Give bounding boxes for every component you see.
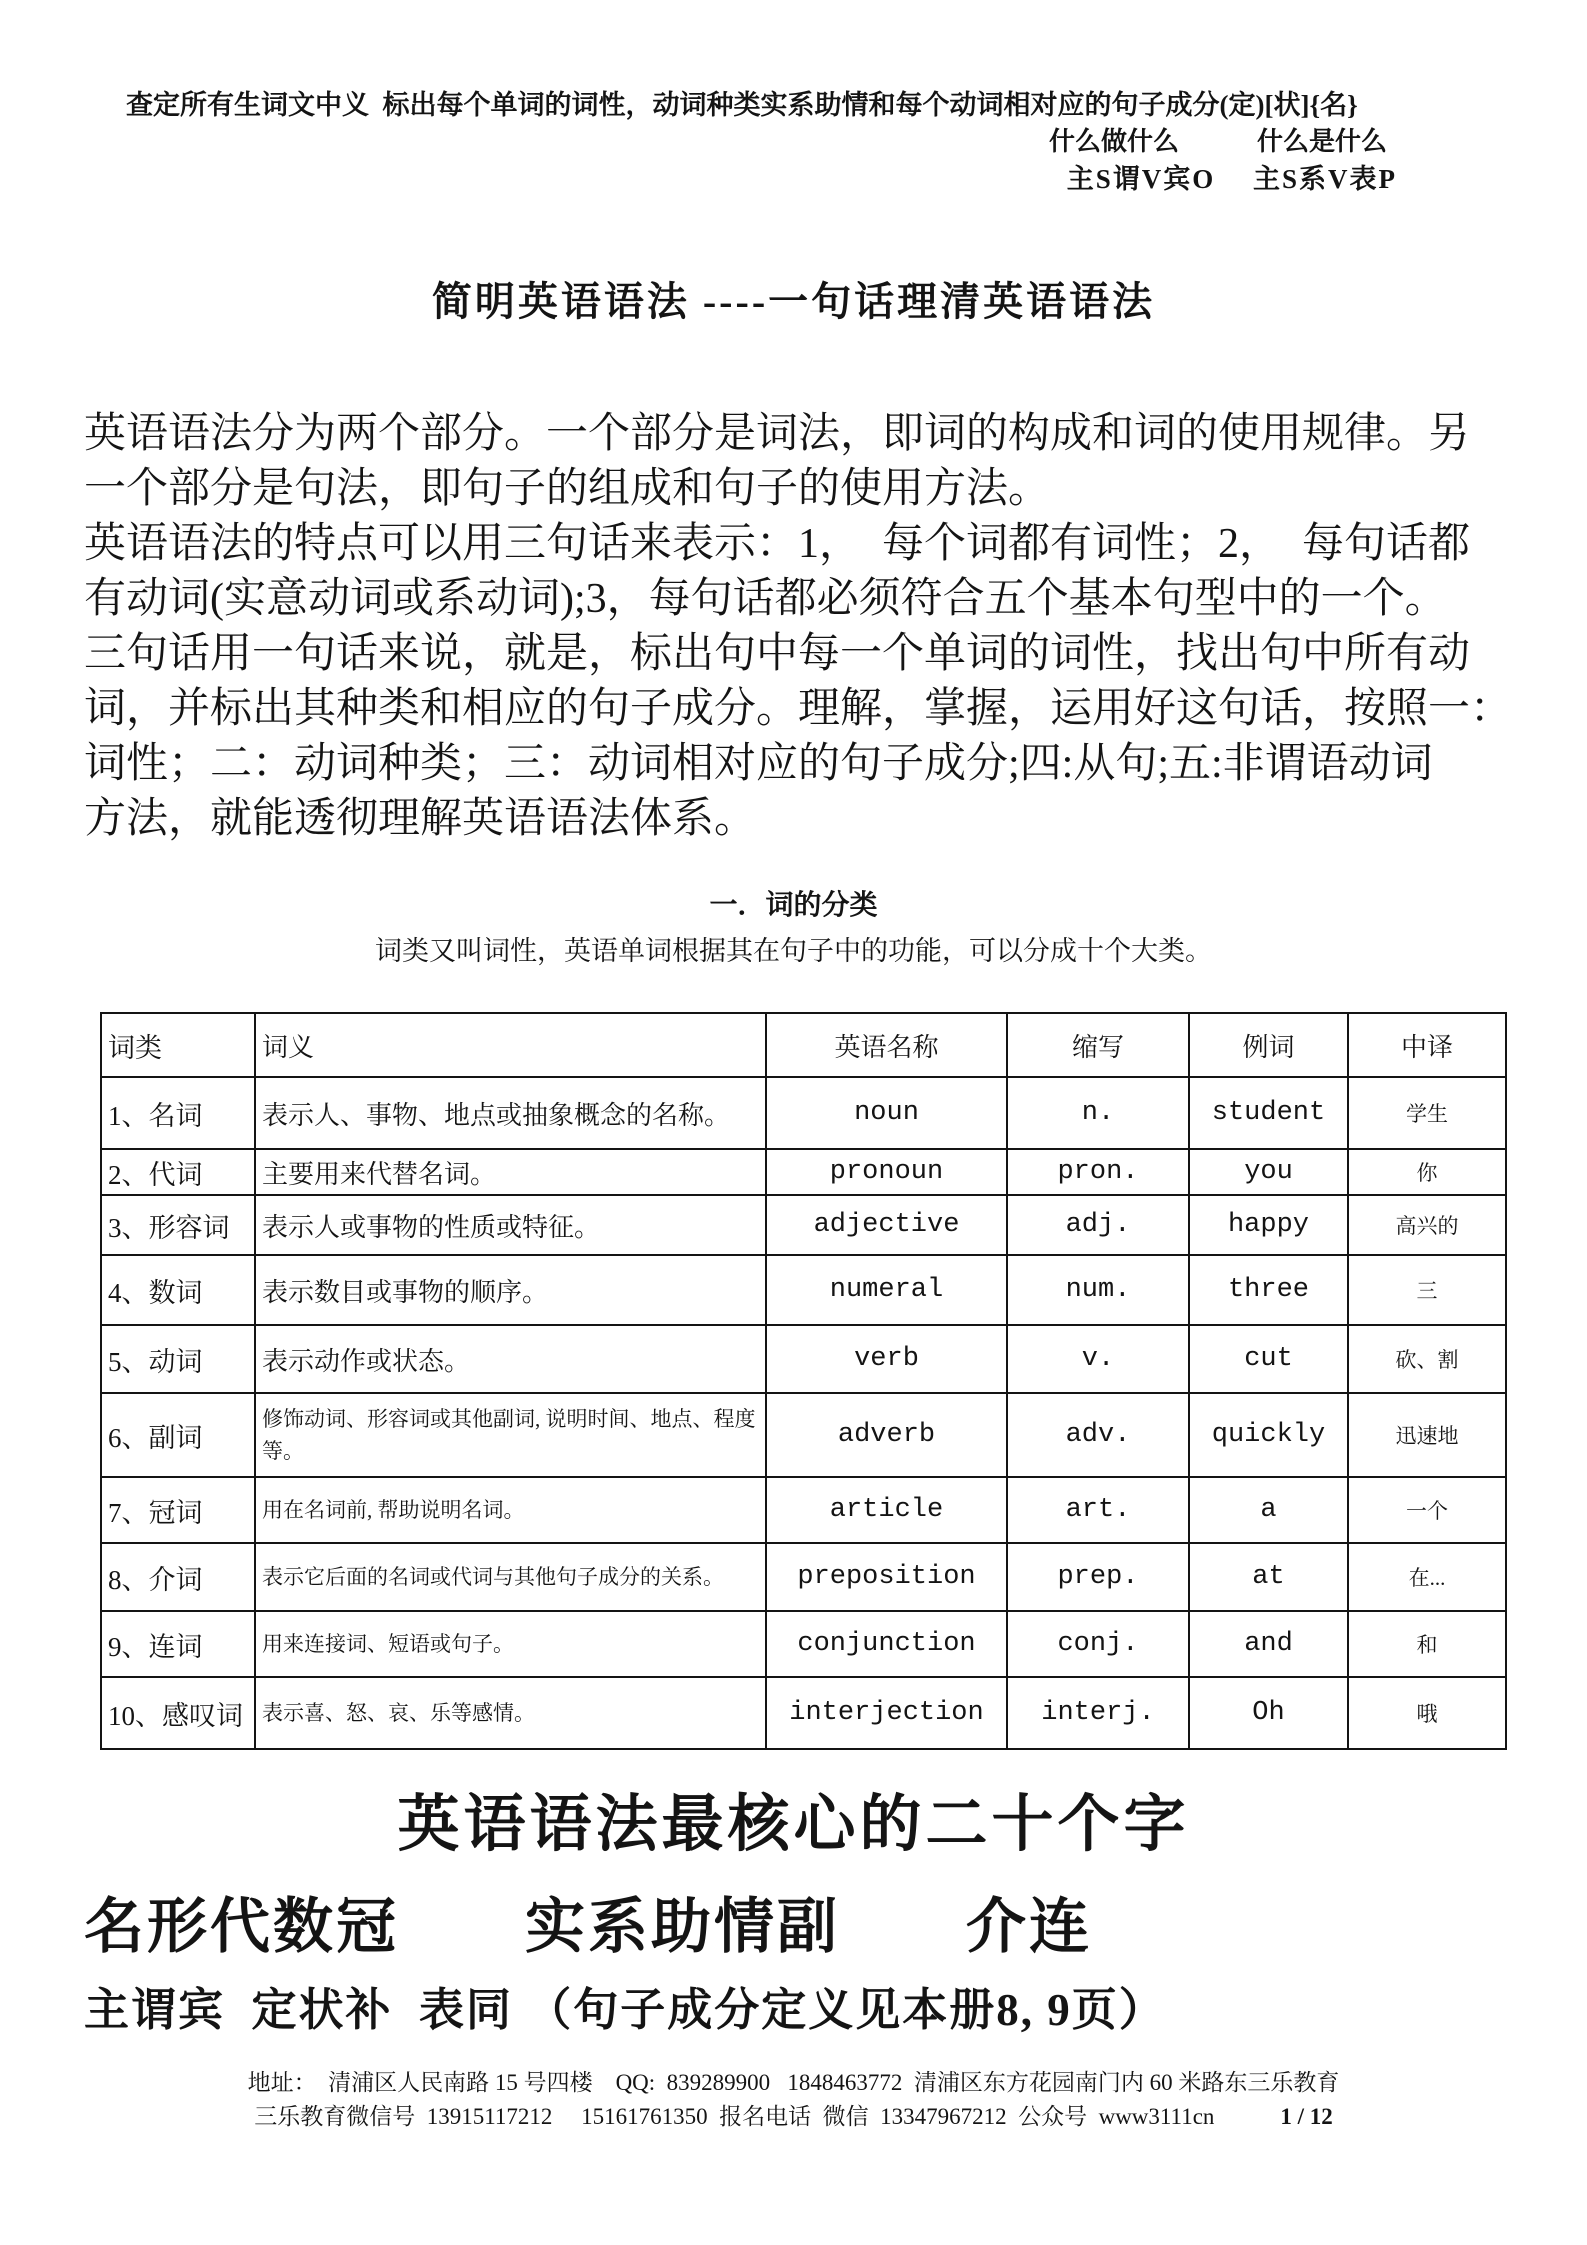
cell-example: quickly [1189, 1393, 1348, 1477]
cell-english-name: verb [766, 1325, 1007, 1393]
table-row-conjunction [101, 1611, 1506, 1677]
intro-line: 三句话用一句话来说，就是，标出句中每一个单词的词性，找出句中所有动 [84, 631, 1471, 677]
cell-abbreviation: pron. [1007, 1149, 1189, 1195]
cell-example: and [1189, 1611, 1348, 1677]
cell-translation: 在... [1348, 1543, 1506, 1611]
cell-translation: 和 [1348, 1611, 1506, 1677]
table-row-numeral [101, 1255, 1506, 1325]
cell-meaning: 表示人、事物、地点或抽象概念的名称。 [255, 1077, 766, 1149]
cell-english-name: numeral [766, 1255, 1007, 1325]
cell-example: you [1189, 1149, 1348, 1195]
intro-line: 英语语法的特点可以用三句话来表示：1， 每个词都有词性；2， 每句话都 [84, 521, 1471, 567]
cell-example: a [1189, 1477, 1348, 1543]
cell-abbreviation: adv. [1007, 1393, 1189, 1477]
cell-translation: 迅速地 [1348, 1393, 1506, 1477]
core-twenty-heading: 英语语法最核心的二十个字 [397, 1791, 1190, 1859]
annotation-line1: 查定所有生词文中义 标出每个单词的词性，动词种类实系助情和每个动词相对应的句子成分(定)[状]{名} [126, 90, 1358, 120]
cell-word-class: 7、冠词 [101, 1477, 255, 1543]
column-header-english-name: 英语名称 [766, 1013, 1007, 1077]
section-heading: 一．词的分类 [709, 890, 878, 921]
footer-address-line: 地址： 清浦区人民南路 15 号四楼 QQ: 839289900 1848463772 清浦区东方花园南门内 60 米路东三乐教育 [247, 2070, 1340, 2095]
cell-abbreviation: num. [1007, 1255, 1189, 1325]
table-row-interjection [101, 1677, 1506, 1749]
column-header-translation: 中译 [1348, 1013, 1506, 1077]
cell-translation: 三 [1348, 1255, 1506, 1325]
core-twenty-line2: 主谓宾 定状补 表同 （句子成分定义见本册8, 9页） [84, 1985, 1166, 2035]
column-header-meaning: 词义 [255, 1013, 766, 1077]
cell-meaning: 表示动作或状态。 [255, 1325, 766, 1393]
cell-example: happy [1189, 1195, 1348, 1255]
cell-abbreviation: n. [1007, 1077, 1189, 1149]
cell-english-name: adverb [766, 1393, 1007, 1477]
cell-translation: 砍、割 [1348, 1325, 1506, 1393]
intro-line: 英语语法分为两个部分。一个部分是词法，即词的构成和词的使用规律。另 [84, 411, 1471, 457]
cell-abbreviation: conj. [1007, 1611, 1189, 1677]
cell-example: at [1189, 1543, 1348, 1611]
column-header-word-class: 词类 [101, 1013, 255, 1077]
cell-word-class: 1、名词 [101, 1077, 255, 1149]
cell-abbreviation: interj. [1007, 1677, 1189, 1749]
table-row-preposition [101, 1543, 1506, 1611]
cell-meaning: 用在名词前, 帮助说明名词。 [255, 1477, 766, 1543]
cell-meaning: 表示喜、怒、哀、乐等感情。 [255, 1677, 766, 1749]
cell-example: three [1189, 1255, 1348, 1325]
intro-paragraphs [84, 407, 1517, 847]
cell-translation: 学生 [1348, 1077, 1506, 1149]
cell-english-name: article [766, 1477, 1007, 1543]
cell-example: cut [1189, 1325, 1348, 1393]
page-footer [0, 2066, 1587, 2134]
cell-english-name: preposition [766, 1543, 1007, 1611]
intro-line: 词，并标出其种类和相应的句子成分。理解，掌握，运用好这句话，按照一： [84, 686, 1513, 732]
cell-english-name: pronoun [766, 1149, 1007, 1195]
cell-meaning: 表示人或事物的性质或特征。 [255, 1195, 766, 1255]
annotation-line2: 什么做什么 什么是什么 [1048, 127, 1387, 156]
cell-word-class: 9、连词 [101, 1611, 255, 1677]
intro-line: 有动词(实意动词或系动词);3，每句话都必须符合五个基本句型中的一个。 [84, 576, 1447, 622]
cell-translation: 哦 [1348, 1677, 1506, 1749]
cell-word-class: 2、代词 [101, 1149, 255, 1195]
page-number: 1 / 12 [1280, 2104, 1333, 2129]
word-class-table [100, 1012, 1507, 1750]
cell-example: student [1189, 1077, 1348, 1149]
table-row-article [101, 1477, 1506, 1543]
cell-abbreviation: art. [1007, 1477, 1189, 1543]
cell-word-class: 10、感叹词 [101, 1677, 255, 1749]
cell-word-class: 5、动词 [101, 1325, 255, 1393]
table-row-verb [101, 1325, 1506, 1393]
column-header-example: 例词 [1189, 1013, 1348, 1077]
cell-translation: 高兴的 [1348, 1195, 1506, 1255]
cell-english-name: interjection [766, 1677, 1007, 1749]
column-header-abbreviation: 缩写 [1007, 1013, 1189, 1077]
footer-contact-line: 三乐教育微信号 13915117212 15161761350 报名电话 微信 13347967212 公众号 www3111cn [254, 2104, 1215, 2129]
intro-line: 一个部分是句法，即句子的组成和句子的使用方法。 [84, 466, 1051, 512]
table-row-adjective [101, 1195, 1506, 1255]
cell-english-name: noun [766, 1077, 1007, 1149]
cell-meaning: 表示数目或事物的顺序。 [255, 1255, 766, 1325]
cell-example: Oh [1189, 1677, 1348, 1749]
cell-abbreviation: v. [1007, 1325, 1189, 1393]
table-row-noun [101, 1077, 1506, 1149]
intro-line: 词性；二：动词种类；三：动词相对应的句子成分;四:从句;五:非谓语动词 [84, 741, 1433, 787]
cell-abbreviation: prep. [1007, 1543, 1189, 1611]
intro-line: 方法，就能透彻理解英语语法体系。 [84, 796, 757, 842]
cell-meaning: 用来连接词、短语或句子。 [255, 1611, 766, 1677]
cell-word-class: 8、介词 [101, 1543, 255, 1611]
cell-abbreviation: adj. [1007, 1195, 1189, 1255]
cell-translation: 你 [1348, 1149, 1506, 1195]
table-row-adverb [101, 1393, 1506, 1477]
cell-meaning: 主要用来代替名词。 [255, 1149, 766, 1195]
cell-word-class: 6、副词 [101, 1393, 255, 1477]
cell-translation: 一个 [1348, 1477, 1506, 1543]
cell-meaning: 表示它后面的名词或代词与其他句子成分的关系。 [255, 1543, 766, 1611]
cell-meaning: 修饰动词、形容词或其他副词, 说明时间、地点、程度等。 [255, 1393, 766, 1477]
cell-word-class: 4、数词 [101, 1255, 255, 1325]
section-subtitle: 词类又叫词性，英语单词根据其在句子中的功能，可以分成十个大类。 [375, 936, 1212, 966]
page-title: 简明英语语法 ----一句话理清英语语法 [431, 279, 1156, 324]
table-row-pronoun [101, 1149, 1506, 1195]
core-twenty-line1: 名形代数冠 实系助情副 介连 [84, 1894, 1092, 1960]
cell-english-name: conjunction [766, 1611, 1007, 1677]
cell-english-name: adjective [766, 1195, 1007, 1255]
annotation-line3: 主S谓V宾O 主S系V表P [1066, 164, 1397, 194]
cell-word-class: 3、形容词 [101, 1195, 255, 1255]
annotation-note [0, 0, 1587, 198]
table-header-row [101, 1013, 1506, 1077]
